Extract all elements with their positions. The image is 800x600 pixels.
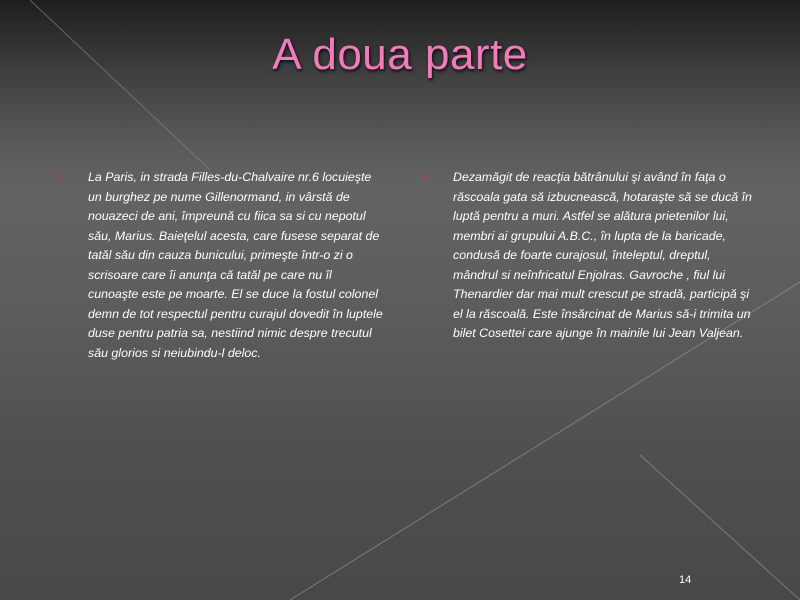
bullet-icon: ⊙ — [421, 172, 430, 183]
page-number: 14 — [679, 574, 692, 586]
decorative-line — [640, 455, 800, 600]
slide-title: A doua parte — [272, 30, 528, 79]
bullet-icon: ⊙ — [54, 172, 63, 183]
right-column — [417, 168, 757, 344]
decorative-line — [30, 0, 210, 170]
paragraph-right: Dezamăgit de reacţia bătrânului şi având în faţa o răscoala gata să izbucnească, hotaraşte să se ducă în luptă pentru a muri. Astfel se alătura prietenilor lui, membri ai grupului A.B.C., în lupta de la baricade, condusă de foarte curajosul, înteleptul, dreptul, mândrul si neînfricatul Enjolras. Gavroche , fiul lui Thenardier dar mai mult crescut pe stradă, participă şi el la răscoală. Este însărcinat de Marius să-i trimita un bilet Cosettei care ajunge în mainile lui Jean Valjean. — [453, 170, 752, 340]
left-column — [50, 168, 385, 363]
paragraph-left: La Paris, in strada Filles-du-Chalvaire nr.6 locuieşte un burghez pe nume Gillenormand, in vârstă de nouazeci de ani, împreună cu fiica sa si cu nepotul său, Marius. Baieţelul acesta, care fusese separat de tatăl său din cauza bunicului, primeşte într-o zi o scrisoare care îi anunţa că tatăl pe care nu îl cunoaşte este pe moarte. El se duce la fostul colonel demn de tot respectul pentru curajul dovedit în luptele duse pentru patria sa, nestiind nimic despre trecutul său glorios si neiubindu-l deloc. — [88, 170, 383, 360]
